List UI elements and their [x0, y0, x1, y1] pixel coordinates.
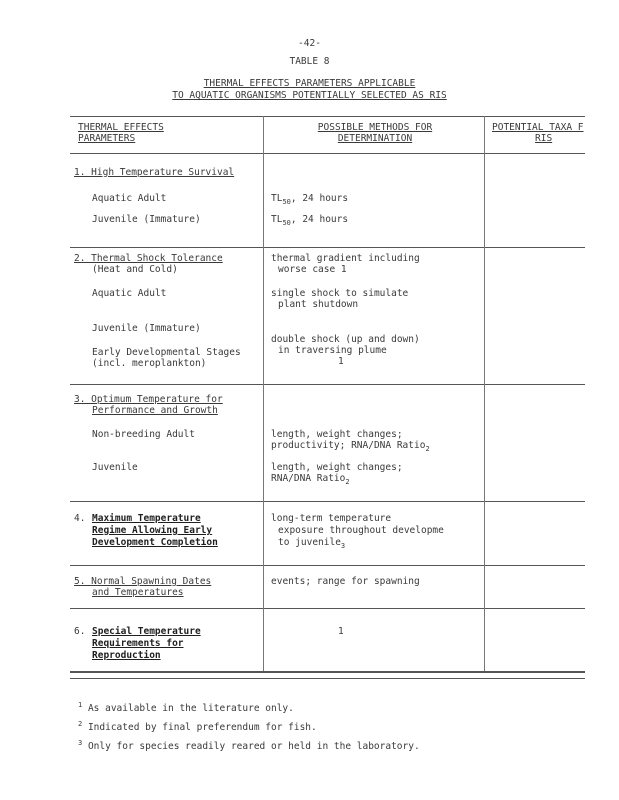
section6-number: 6. [74, 626, 86, 637]
footnote-1: $^1$ As available in the literature only. [78, 701, 294, 715]
section1-title: 1. High Temperature Survival [74, 167, 235, 178]
page-number: -42- [298, 38, 321, 49]
col1-header-line1: THERMAL EFFECTS [78, 122, 164, 133]
row-rule-1 [70, 247, 585, 248]
section3-row2-param: Juvenile [92, 462, 138, 473]
section6-title-line3: Reproduction [92, 650, 161, 661]
section4-title-line1: Maximum Temperature [92, 513, 201, 524]
section6-title-line2: Requirements for [92, 638, 184, 649]
section4-title-line3: Development Completion [92, 537, 218, 548]
section5-title-line1: 5. Normal Spawning Dates [74, 576, 212, 587]
section3-method2-line2: RNA/DNA Ratio$_2$ [271, 473, 350, 486]
section3-method2-line1: length, weight changes; [271, 462, 403, 473]
section5-method-line1: events; range for spawning [271, 576, 420, 587]
section6-method-line1: 1 [338, 626, 344, 637]
section2-method3-line3: 1 [338, 356, 344, 367]
section2-method3-line2: in traversing plume [278, 345, 387, 356]
footnote-2: $^2$ Indicated by final preferendum for fish. [78, 720, 317, 734]
row-rule-4 [70, 565, 585, 566]
col3-header-line1: POTENTIAL TAXA F [492, 122, 584, 133]
col2-header-line2: DETERMINATION [337, 133, 413, 144]
table-top-rule [70, 116, 585, 117]
section2-method1-line1: thermal gradient including [271, 253, 420, 264]
table-bottom-rule-2 [70, 678, 585, 679]
section1-row1-method: $TL_{50}$, 24 hours [271, 193, 349, 206]
column-divider-1 [263, 116, 264, 671]
section2-row1-param: Aquatic Adult [92, 288, 167, 299]
section2-method1-line2: worse case 1 [278, 264, 347, 275]
section6-title-line1: Special Temperature [92, 626, 201, 637]
section4-title-line2: Regime Allowing Early [92, 525, 213, 536]
section2-row2-param: Juvenile (Immature) [92, 323, 201, 334]
column-divider-2 [484, 116, 485, 671]
section5-title-line2: and Temperatures [92, 587, 184, 598]
header-rule [70, 153, 585, 154]
table-title-line1: THERMAL EFFECTS PARAMETERS APPLICABLE [203, 78, 416, 89]
section1-row1-param: Aquatic Adult [92, 193, 167, 204]
section2-method2-line2: plant shutdown [278, 299, 359, 310]
section2-method2-line1: single shock to simulate [271, 288, 409, 299]
row-rule-2 [70, 384, 585, 385]
section2-title-line1: 2. Thermal Shock Tolerance [74, 253, 223, 264]
row-rule-5 [70, 608, 585, 609]
col2-header-line1: POSSIBLE METHODS FOR [317, 122, 433, 133]
section3-row1-param: Non-breeding Adult [92, 429, 195, 440]
section1-row2-param: Juvenile (Immature) [92, 214, 201, 225]
row-rule-3 [70, 501, 585, 502]
section2-row3-param-line1: Early Developmental Stages [92, 347, 241, 358]
section4-method-line1: long-term temperature [271, 513, 392, 524]
table-label: TABLE 8 [289, 56, 330, 67]
footnote-3: $^3$ Only for species readily reared or held in the laboratory. [78, 739, 420, 753]
section3-method1-line2: productivity; RNA/DNA Ratio$_2$ [271, 440, 430, 453]
section3-method1-line1: length, weight changes; [271, 429, 403, 440]
section2-row3-param-line2: (incl. meroplankton) [92, 358, 207, 369]
section4-method-line3: to juvenile$_3$ [278, 537, 346, 550]
section2-title-line2: (Heat and Cold) [92, 264, 178, 275]
section3-title-line2: Performance and Growth [92, 405, 218, 416]
table-title-line2: TO AQUATIC ORGANISMS POTENTIALLY SELECTED AS RIS [172, 90, 447, 101]
section4-method-line2: exposure throughout developme [278, 525, 444, 536]
table-bottom-rule-1 [70, 671, 585, 673]
section2-method3-line1: double shock (up and down) [271, 334, 420, 345]
col3-header-line2: RIS [535, 133, 553, 144]
section3-title-line1: 3. Optimum Temperature for [74, 394, 223, 405]
section4-number: 4. [74, 513, 86, 524]
col1-header-line2: PARAMETERS [78, 133, 136, 144]
section1-row2-method: $TL_{50}$, 24 hours [271, 214, 349, 227]
